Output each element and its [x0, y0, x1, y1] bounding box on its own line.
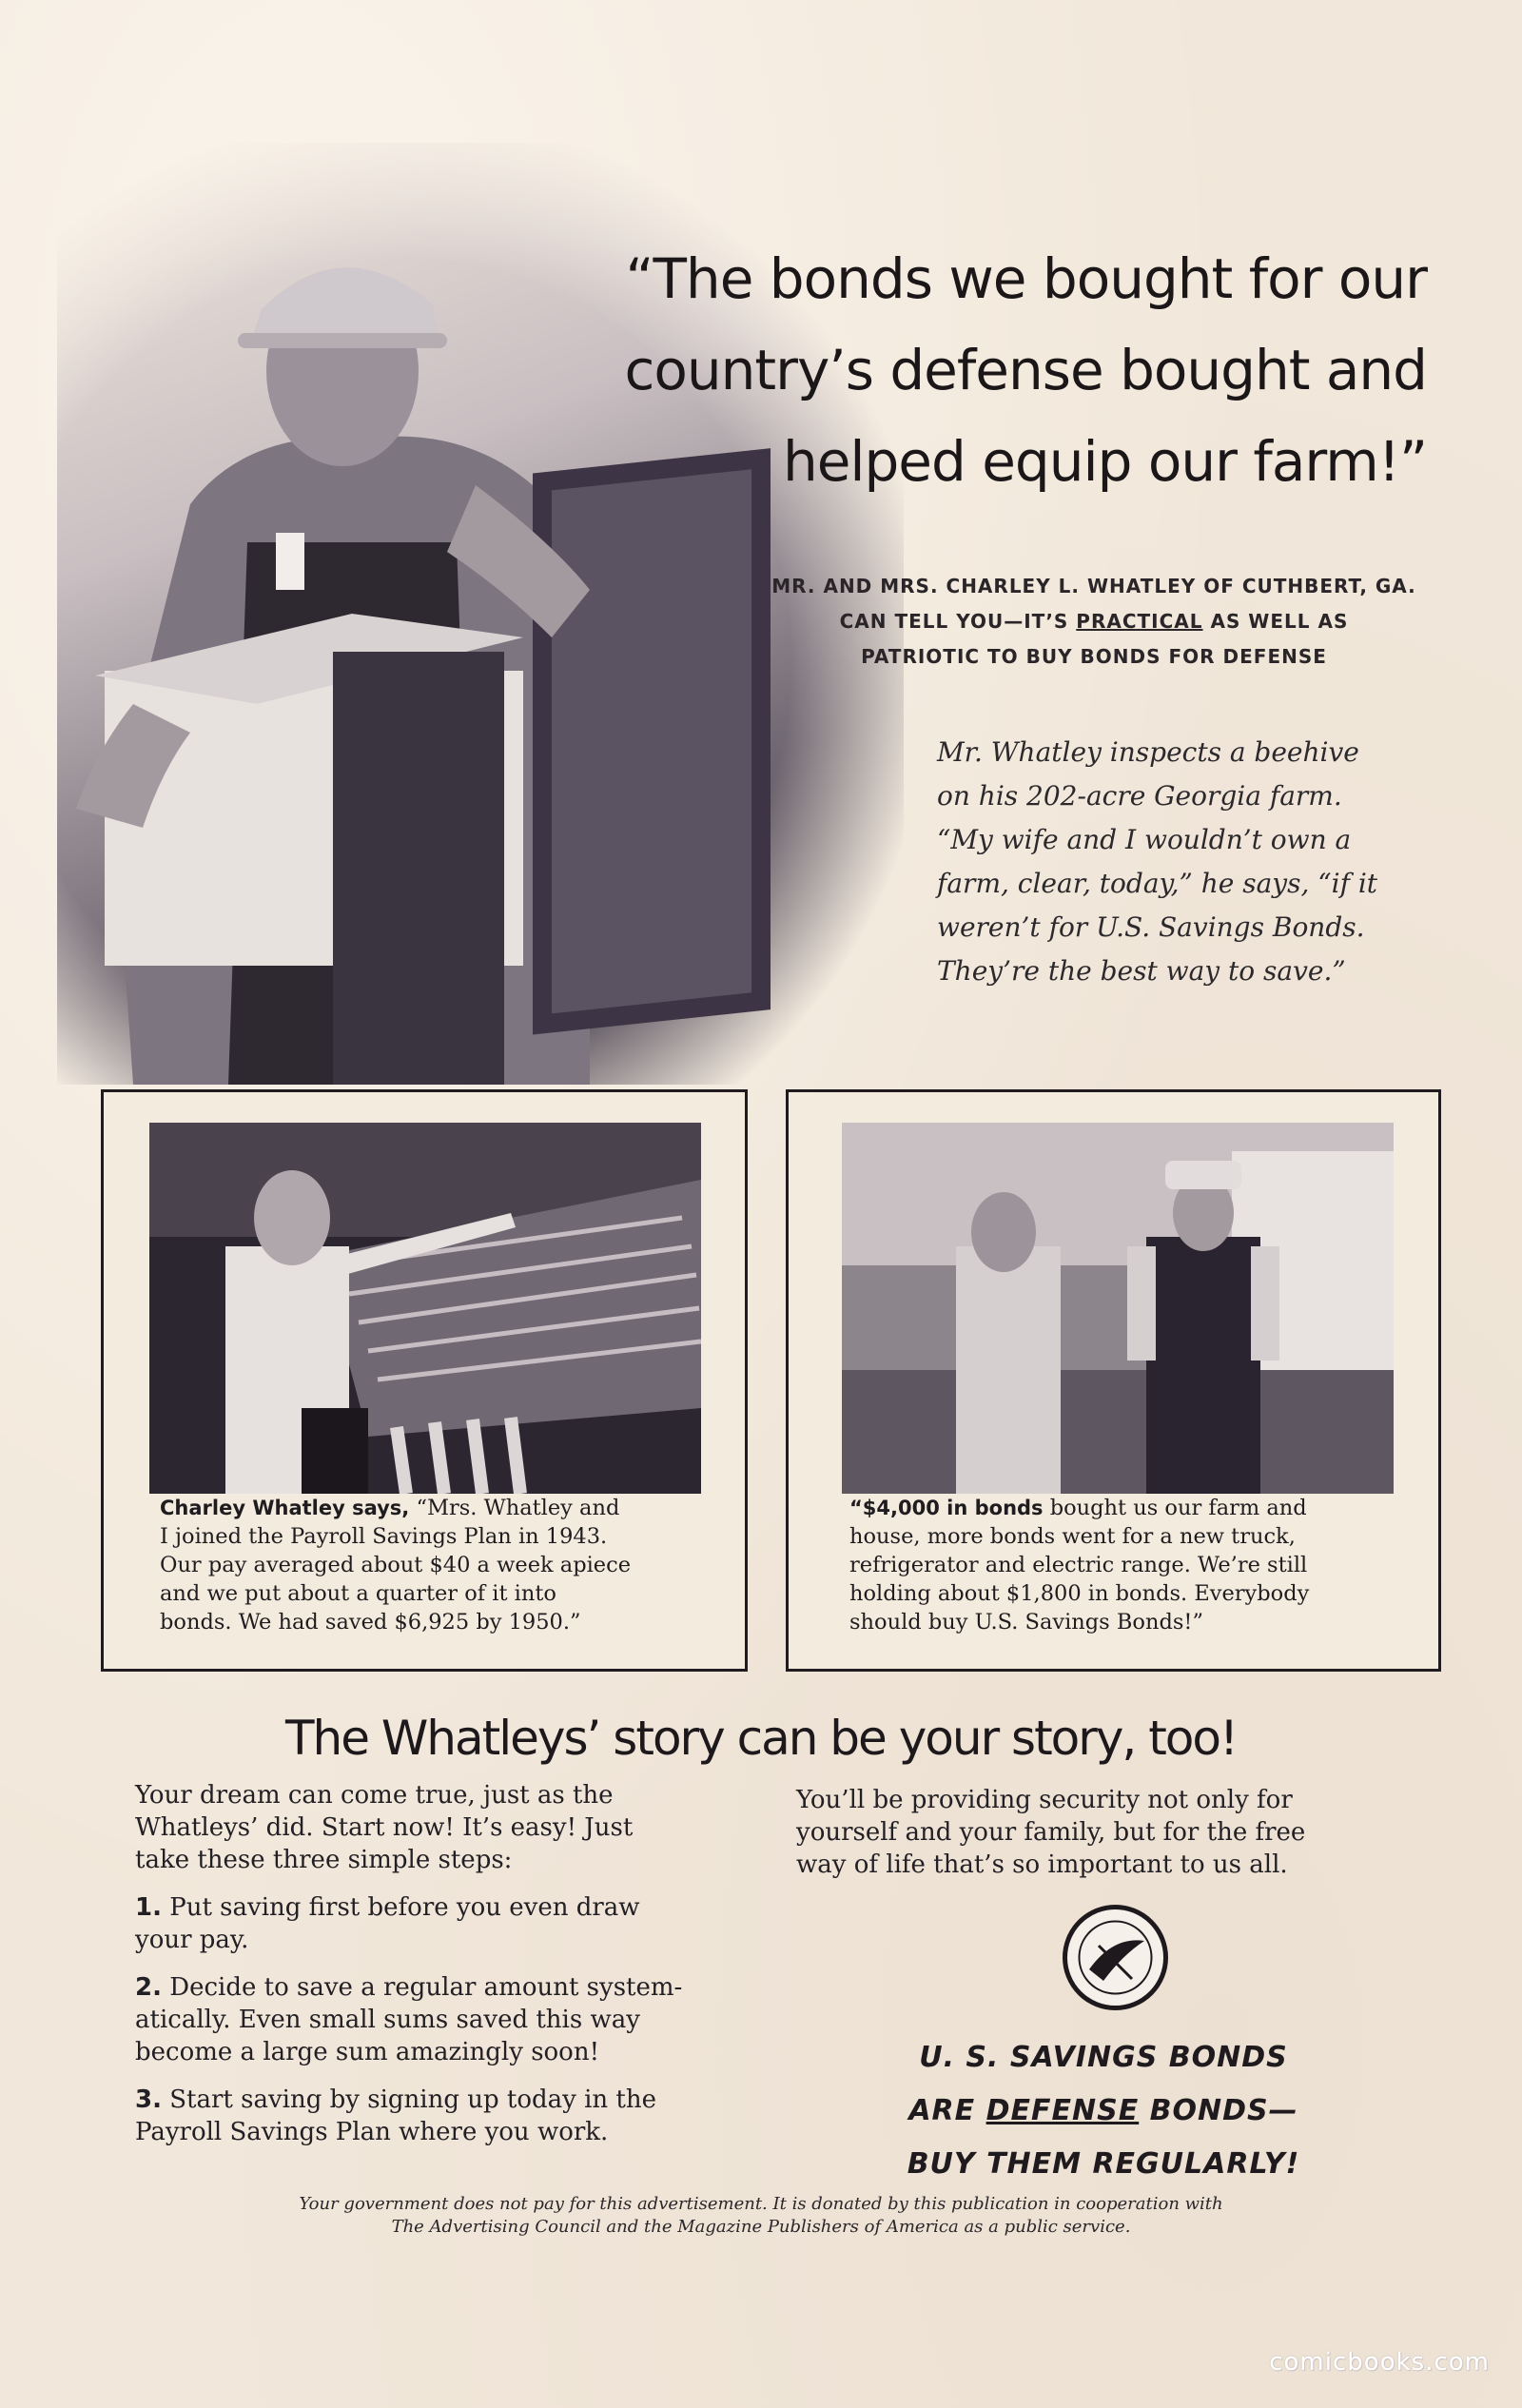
panel-right-line-3: refrigerator and electric range. We’re still [849, 1553, 1308, 1577]
caption-line-3: “My wife and I wouldn’t own a [937, 824, 1352, 855]
slogan-line-1: U. S. SAVINGS BONDS [919, 2041, 1288, 2074]
payroll-photo [149, 1123, 701, 1494]
slogan-line-3: BUY THEM REGULARLY! [907, 2147, 1300, 2181]
credit-text [761, 569, 1427, 675]
panel-right-line-1: “$4,000 in bonds bought us our farm and [849, 1496, 1307, 1520]
panel-left-lead: Charley Whatley says, [160, 1497, 410, 1519]
panel-left-line-2: I joined the Payroll Savings Plan in 1943. [160, 1524, 608, 1549]
panel-left-line-5: bonds. We had saved $6,925 by 1950.” [160, 1610, 581, 1635]
main-photo-caption [937, 731, 1451, 993]
defense-emphasis: DEFENSE [985, 2094, 1140, 2127]
step-1: 1. Put saving first before you even draw your pay. [135, 1893, 640, 1954]
intro-line-3: take these three simple steps: [135, 1846, 513, 1874]
footer-line-2: The Advertising Council and the Magazine Publishers of America as a public service. [391, 2217, 1131, 2237]
caption-line-4: farm, clear, today,” he says, “if it [937, 868, 1378, 899]
sub-headline: The Whatleys’ story can be your story, too! [284, 1711, 1238, 1766]
intro-line-2: Whatleys’ did. Start now! It’s easy! Just [135, 1813, 634, 1842]
practical-emphasis: PRACTICAL [1076, 610, 1203, 633]
security-line-2: yourself and your family, but for the free [796, 1818, 1306, 1847]
step-1-number: 1. [135, 1893, 162, 1922]
caption-line-1: Mr. Whatley inspects a beehive [937, 736, 1359, 768]
panel-left [101, 1089, 748, 1672]
step-2-number: 2. [135, 1973, 162, 2002]
credit-line-3: PATRIOTIC TO BUY BONDS FOR DEFENSE [861, 645, 1327, 668]
headline-line-1: “The bonds we bought for our [625, 246, 1427, 311]
panel-left-line-4: and we put about a quarter of it into [160, 1581, 556, 1606]
panel-left-caption [160, 1494, 731, 1636]
panel-right-lead: “$4,000 in bonds [849, 1497, 1044, 1519]
panel-right-line-5: should buy U.S. Savings Bonds!” [849, 1610, 1203, 1635]
caption-line-6: They’re the best way to save.” [937, 955, 1346, 987]
credit-line-1: MR. AND MRS. CHARLEY L. WHATLEY OF CUTHBERT, GA. [771, 575, 1416, 597]
security-paragraph [796, 1784, 1443, 1881]
panel-right-caption [849, 1494, 1420, 1636]
footer-disclaimer [124, 2193, 1398, 2239]
footer-line-1: Your government does not pay for this advertisement. It is donated by this publication in cooperation with [299, 2194, 1223, 2214]
watermark: comicbooks.com [1269, 2348, 1490, 2377]
panel-right [786, 1089, 1441, 1672]
caption-line-2: on his 202-acre Georgia farm. [937, 780, 1342, 812]
step-3-number: 3. [135, 2085, 162, 2114]
steps-column [135, 1779, 763, 2163]
panel-right-line-2: house, more bonds went for a new truck, [849, 1524, 1296, 1549]
step-3: 3. Start saving by signing up today in the Payroll Savings Plan where you work. [135, 2085, 657, 2146]
intro-line-1: Your dream can come true, just as the [135, 1781, 614, 1810]
step-2: 2. Decide to save a regular amount system- atically. Even small sums saved this way become a large sum amazingly soon! [135, 1973, 683, 2066]
headline-line-2: country’s defense bought and [624, 338, 1427, 402]
security-line-3: way of life that’s so important to us all. [796, 1850, 1288, 1879]
panel-left-line-1: Charley Whatley says, “Mrs. Whatley and [160, 1496, 620, 1520]
treasury-seal-icon [1061, 1903, 1170, 2012]
headline-quote [609, 233, 1427, 507]
savings-bond-slogan [856, 2031, 1351, 2191]
intro-paragraph [135, 1779, 763, 1876]
panel-left-line-3: Our pay averaged about $40 a week apiece [160, 1553, 632, 1577]
credit-line-2: CAN TELL YOU—IT’S PRACTICAL AS WELL AS [839, 610, 1349, 633]
couple-photo [842, 1123, 1394, 1494]
security-line-1: You’ll be providing security not only for [796, 1786, 1293, 1814]
caption-line-5: weren’t for U.S. Savings Bonds. [937, 911, 1365, 943]
headline-line-3: helped equip our farm!” [782, 429, 1427, 494]
slogan-line-2: ARE DEFENSE BONDS— [908, 2094, 1298, 2127]
panel-right-line-4: holding about $1,800 in bonds. Everybody [849, 1581, 1310, 1606]
